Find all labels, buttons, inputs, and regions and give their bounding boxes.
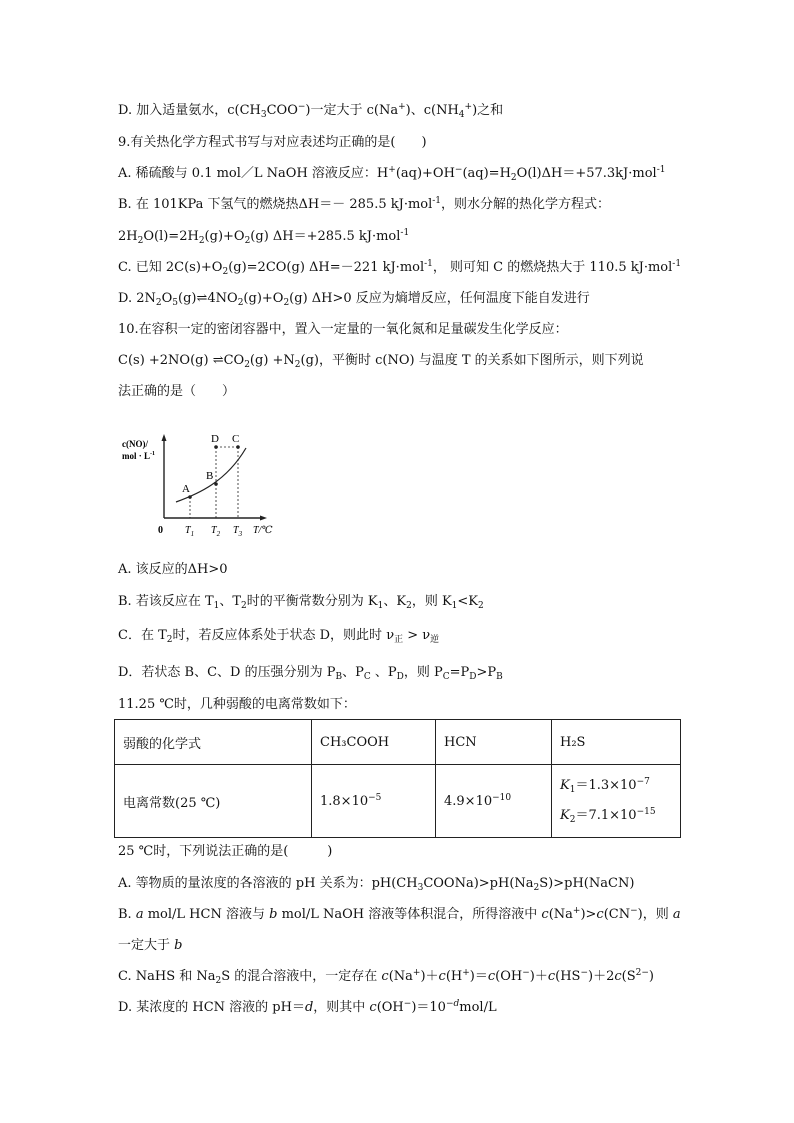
table-cell: $4.9\times 10^{-10}$ bbox=[436, 765, 552, 838]
q9-stem: 9.有关热化学方程式书写与对应表述均正确的是( ) bbox=[118, 135, 427, 150]
table-header-row bbox=[115, 720, 681, 765]
q10-option-a: A. 该反应的ΔH>0 bbox=[118, 562, 228, 577]
point-a-marker bbox=[188, 495, 192, 499]
point-d-label: D bbox=[211, 433, 219, 445]
point-b-marker bbox=[214, 482, 218, 486]
q8-option-d: D. 加入适量氨水，$c(CH_3COO^-)$一定大于 c(Na+)、$c(NH_4^+)$之和 bbox=[118, 102, 504, 120]
q11-option-c: C. NaHS 和 $Na_2S$ 的混合溶液中，一定存在 $c(Na^+)+c(H^+)=c(OH^-)+c(HS^-)+2c(S^{2-})$ bbox=[118, 968, 654, 986]
point-b-label: B bbox=[206, 470, 214, 482]
q10-option-b: B. 若该反应在 $T_1$、$T_2$时的平衡常数分别为 $K_1$、$K_2$，则 $K_1<K_2$ bbox=[118, 594, 484, 611]
k1-value: $K_1=1.3\times 10^{-7}$ bbox=[560, 777, 650, 795]
cno-temperature-graph bbox=[118, 420, 283, 540]
table-header-cell: HCN bbox=[436, 720, 552, 765]
q11-option-a: A. 等物质的量浓度的各溶液的 pH 关系为：$pH(CH_3COONa)>pH(Na_2S)>pH(NaCN)$ bbox=[118, 876, 635, 893]
t3-label: $T_3$ bbox=[233, 525, 243, 538]
point-a-label: A bbox=[182, 483, 190, 495]
table-row bbox=[115, 765, 681, 838]
x-axis-label: T/℃ bbox=[253, 525, 273, 536]
point-c-marker bbox=[236, 445, 240, 449]
q10-option-d: D．若状态 B、C、D 的压强分别为 $P_B$、$P_C$ 、$P_D$，则 $P_C=P_D>P_B$ bbox=[118, 665, 503, 682]
table-header-cell: H₂S bbox=[552, 720, 681, 765]
ionization-constants-table bbox=[114, 719, 681, 838]
t1-label: $T_1$ bbox=[185, 525, 195, 538]
origin-label: 0 bbox=[158, 525, 163, 536]
table-cell: 电离常数(25 ℃) bbox=[115, 765, 312, 838]
x-axis-arrow bbox=[260, 516, 267, 521]
y-axis-label-1: c(NO)/ bbox=[122, 439, 148, 449]
q11-stem: 11.25 ℃时，几种弱酸的电离常数如下： bbox=[118, 697, 356, 712]
q11-option-b: B. a mol/L HCN 溶液与 b mol/L NaOH 溶液等体积混合，所得溶液中 c(Na+)>c(CN−)，则 a bbox=[118, 906, 681, 922]
y-axis-label-2: mol · $L^{-1}$ bbox=[122, 451, 156, 461]
point-d-marker bbox=[214, 445, 218, 449]
q9-option-c: C. 已知 $2C(s)+O_2(g)=2CO(g)$ ΔH=－221 kJ·mol$^{-1}$， 则可知 C 的燃烧热大于 110.5 kJ·mol$^{-1}$ bbox=[118, 259, 682, 277]
table-header-cell: CH₃COOH bbox=[312, 720, 436, 765]
q9-option-b: B. 在 101KPa 下氢气的燃烧热ΔH＝－ 285.5 kJ·mol$^{-1}$，则水分解的热化学方程式： bbox=[118, 196, 611, 212]
t2-label: $T_2$ bbox=[211, 525, 221, 538]
q11-question: 25 ℃时，下列说法正确的是( ) bbox=[118, 844, 333, 859]
point-c-label: C bbox=[232, 433, 240, 445]
table-cell: $1.8\times 10^{-5}$ bbox=[312, 765, 436, 838]
q10-stem: 10.在容积一定的密闭容器中，置入一定量的一氧化氮和足量碳发生化学反应： bbox=[118, 322, 568, 337]
q10-option-c: C．在 $T_2$时，若反应体系处于状态 D，则此时 $\nu_正 > \nu_逆$ bbox=[118, 628, 440, 645]
q9-option-a: A. 稀硫酸与 0.1 mol／L NaOH 溶液反应：$H^+(aq)+OH^-(aq)=H_2O(l)\Delta H=+57.3kJ\cdot mol^{-1}$ bbox=[118, 165, 666, 183]
table-cell bbox=[552, 765, 681, 838]
table-header-cell: 弱酸的化学式 bbox=[115, 720, 312, 765]
q9-option-d: D. $2N_2O_5(g)\rightleftharpoons 4NO_2(g)+O_2(g)$ ΔH>0 反应为熵增反应，任何温度下能自发进行 bbox=[118, 291, 590, 308]
q9-option-b-equation: $2H_2O(l)=2H_2(g)+O_2(g)$ ΔH＝+285.5 kJ·mol$^{-1}$ bbox=[118, 228, 410, 246]
q10-equation: C(s) +2NO(g) $\rightleftharpoons CO_2(g) +N_2(g)$，平衡时 c(NO) 与温度 T 的关系如下图所示，则下列说 bbox=[118, 353, 644, 370]
q10-stem-end: 法正确的是（ ） bbox=[118, 384, 236, 399]
q11-option-b-cont: 一定大于 b bbox=[118, 938, 183, 953]
q11-option-d: D. 某浓度的 HCN 溶液的 pH＝d，则其中 $c(OH^-)=10^{-d}mol/L$ bbox=[118, 999, 497, 1015]
k2-value: $K_2=7.1\times 10^{-15}$ bbox=[560, 807, 656, 825]
y-axis-arrow bbox=[162, 434, 167, 441]
